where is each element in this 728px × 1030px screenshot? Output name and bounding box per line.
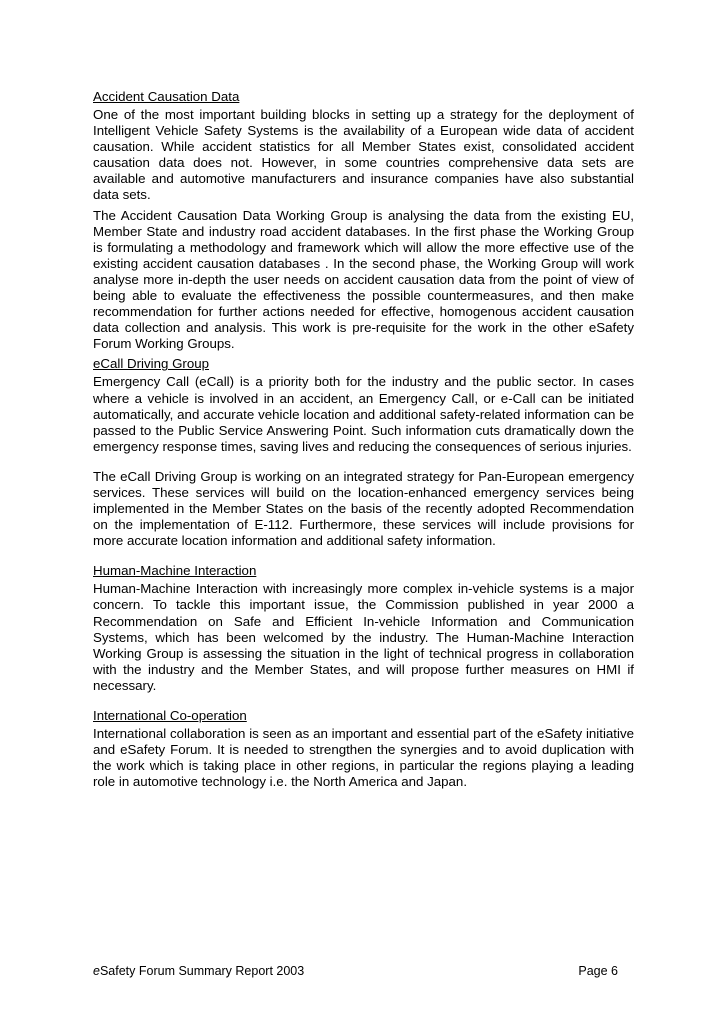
paragraph-accident-causation-1: One of the most important building blocks in setting up a strategy for the deployment of Intelligent Vehicle Safety Systems is the availability of a European wide data of accident causation. While accident statistics for all Member States exist, consolidated accident causation data does not. However, in some countries comprehensive data sets are available and automotive manufacturers and insurance companies have also substantial data sets. bbox=[93, 107, 634, 203]
paragraph-ecall-2: The eCall Driving Group is working on an integrated strategy for Pan-European emergency services. These services will build on the location-enhanced emergency services being implemented in the Member States on the basis of the recently adopted Recommendation on the implementation of E-112. Furthermore, these services will include provisions for more accurate location information and additional safety information. bbox=[93, 468, 634, 549]
document-body bbox=[93, 89, 634, 794]
footer-title-rest: Safety Forum Summary Report 2003 bbox=[99, 964, 305, 978]
section-heading-human-machine-interaction: Human-Machine Interaction bbox=[93, 563, 257, 579]
footer-page-number: Page 6 bbox=[578, 964, 618, 978]
page-footer bbox=[93, 964, 634, 979]
section-heading-accident-causation-data: Accident Causation Data bbox=[93, 89, 240, 104]
paragraph-hmi-1: Human-Machine Interaction with increasingly more complex in-vehicle systems is a major concern. To tackle this important issue, the Commission published in year 2000 a Recommendation on Safe and Efficient In-vehicle Information and Communication Systems, which has been welcomed by the industry. The Human-Machine Interaction Working Group is assessing the situation in the light of technical progress in collaboration with the industry and the Member States, and will propose further measures on HMI if necessary. bbox=[93, 581, 634, 693]
footer-title-prefix: e bbox=[93, 964, 100, 978]
section-heading-ecall-driving-group: eCall Driving Group bbox=[93, 356, 210, 372]
paragraph-accident-causation-2: The Accident Causation Data Working Group is analysing the data from the existing EU, Member State and industry road accident databases. In the first phase the Working Group is formulating a methodology and framework which will allow the more effective use of the existing accident causation databases . In the second phase, the Working Group will work analyse more in-depth the user needs on accident causation data from the point of view of being able to evaluate the effectiveness the possible countermeasures, and then make recommendation for further actions needed for effective, homogenous accident causation data collection and analysis. This work is pre-requisite for the work in the other eSafety Forum Working Groups. bbox=[93, 207, 634, 352]
footer-report-title bbox=[93, 964, 304, 979]
section-heading-international-cooperation: International Co-operation bbox=[93, 708, 247, 723]
paragraph-ecall-1: Emergency Call (eCall) is a priority both for the industry and the public sector. In cases where a vehicle is involved in an accident, an Emergency Call, or e-Call can be initiated automatically, and accurate vehicle location and additional safety-related information can be passed to the Public Service Answering Point. Such information cuts dramatically down the emergency response times, saving lives and reducing the consequences of serious injuries. bbox=[93, 374, 634, 454]
paragraph-international-1: International collaboration is seen as an important and essential part of the eSafety initiative and eSafety Forum. It is needed to strengthen the synergies and to avoid duplication with the work which is taking place in other regions, in particular the regions playing a leading role in automotive technology i.e. the North America and Japan. bbox=[93, 726, 634, 790]
